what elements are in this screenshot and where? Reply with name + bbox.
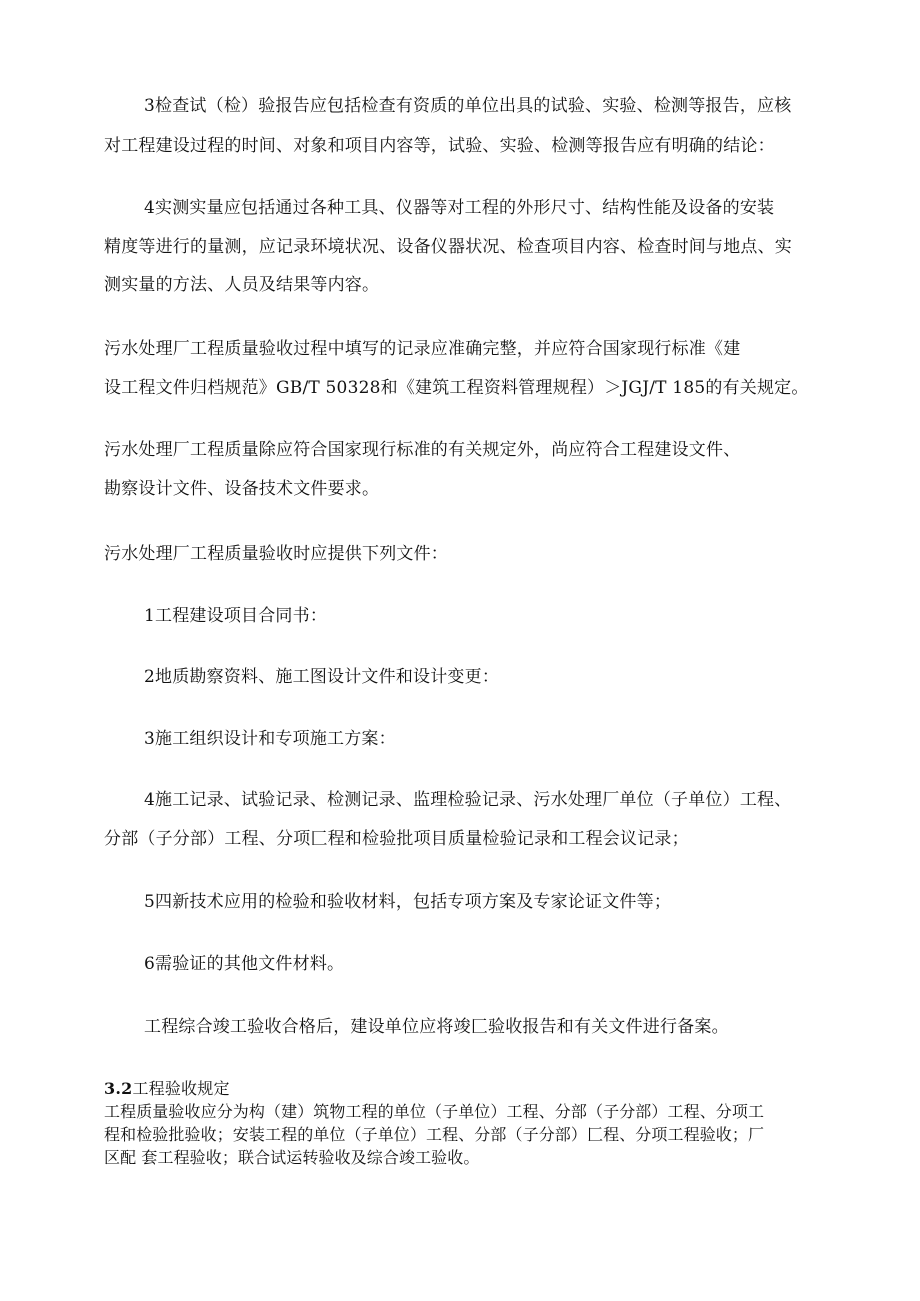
paragraph-line: 对工程建设过程的时间、对象和项目内容等，试验、实验、检测等报告应有明确的结论：: [104, 136, 775, 156]
paragraph-line: 4实测实量应包括通过各种工具、仪器等对工程的外形尺寸、结构性能及设备的安装: [144, 198, 775, 218]
paragraph-line: 勘察设计文件、设备技术文件要求。: [104, 479, 380, 499]
paragraph-line: 污水处理厂工程质量验收时应提供下列文件：: [104, 544, 448, 564]
section-line: 程和检验批验收；安装工程的单位（子单位）工程、分部（子分部）匚程、分项工程验收；厂: [104, 1125, 765, 1144]
paragraph-line: 污水处理厂工程质量验收过程中填写的记录应准确完整，并应符合国家现行标准《建: [104, 339, 741, 359]
paragraph-line: 3检查试（检）验报告应包括检查有资质的单位出具的试验、实验、检测等报告，应核: [144, 96, 792, 116]
list-item: 6需验证的其他文件材料。: [144, 954, 345, 974]
paragraph-line: 精度等进行的量测，应记录环境状况、设备仪器状况、检查项目内容、检查时间与地点、实: [104, 237, 792, 257]
list-item: 5四新技术应用的检验和验收材料，包括专项方案及专家论证文件等；: [144, 892, 672, 912]
paragraph-line: 工程综合竣工验收合格后，建设单位应将竣匚验收报告和有关文件进行备案。: [144, 1017, 729, 1037]
paragraph-line: 测实量的方法、人员及结果等内容。: [104, 275, 380, 295]
list-item: 分部（子分部）工程、分项匚程和检验批项目质量检验记录和工程会议记录；: [104, 829, 689, 849]
list-item: 1工程建设项目合同书：: [144, 606, 328, 626]
section-number: 3.2: [104, 1079, 133, 1098]
list-item: 3施工组织设计和专项施工方案：: [144, 729, 396, 749]
section-title: 工程验收规定: [132, 1079, 230, 1098]
section-line: 区配 套工程验收；联合试运转验收及综合竣工验收。: [104, 1148, 480, 1167]
list-item: 2地质勘察资料、施工图设计文件和设计变更：: [144, 667, 500, 687]
paragraph-line: 设工程文件归档规范》GB/T 50328和《建筑工程资料管理规程）＞JGJ/T 185的有关规定。: [104, 378, 809, 398]
section-line: 工程质量验收应分为构（建）筑物工程的单位（子单位）工程、分部（子分部）工程、分项工: [104, 1102, 765, 1121]
paragraph-line: 污水处理厂工程质量除应符合国家现行标准的有关规定外，尚应符合工程建设文件、: [104, 440, 741, 460]
list-item: 4施工记录、试验记录、检测记录、监理检验记录、污水处理厂单位（子单位）工程、: [144, 790, 792, 810]
section-heading: [104, 1079, 230, 1099]
